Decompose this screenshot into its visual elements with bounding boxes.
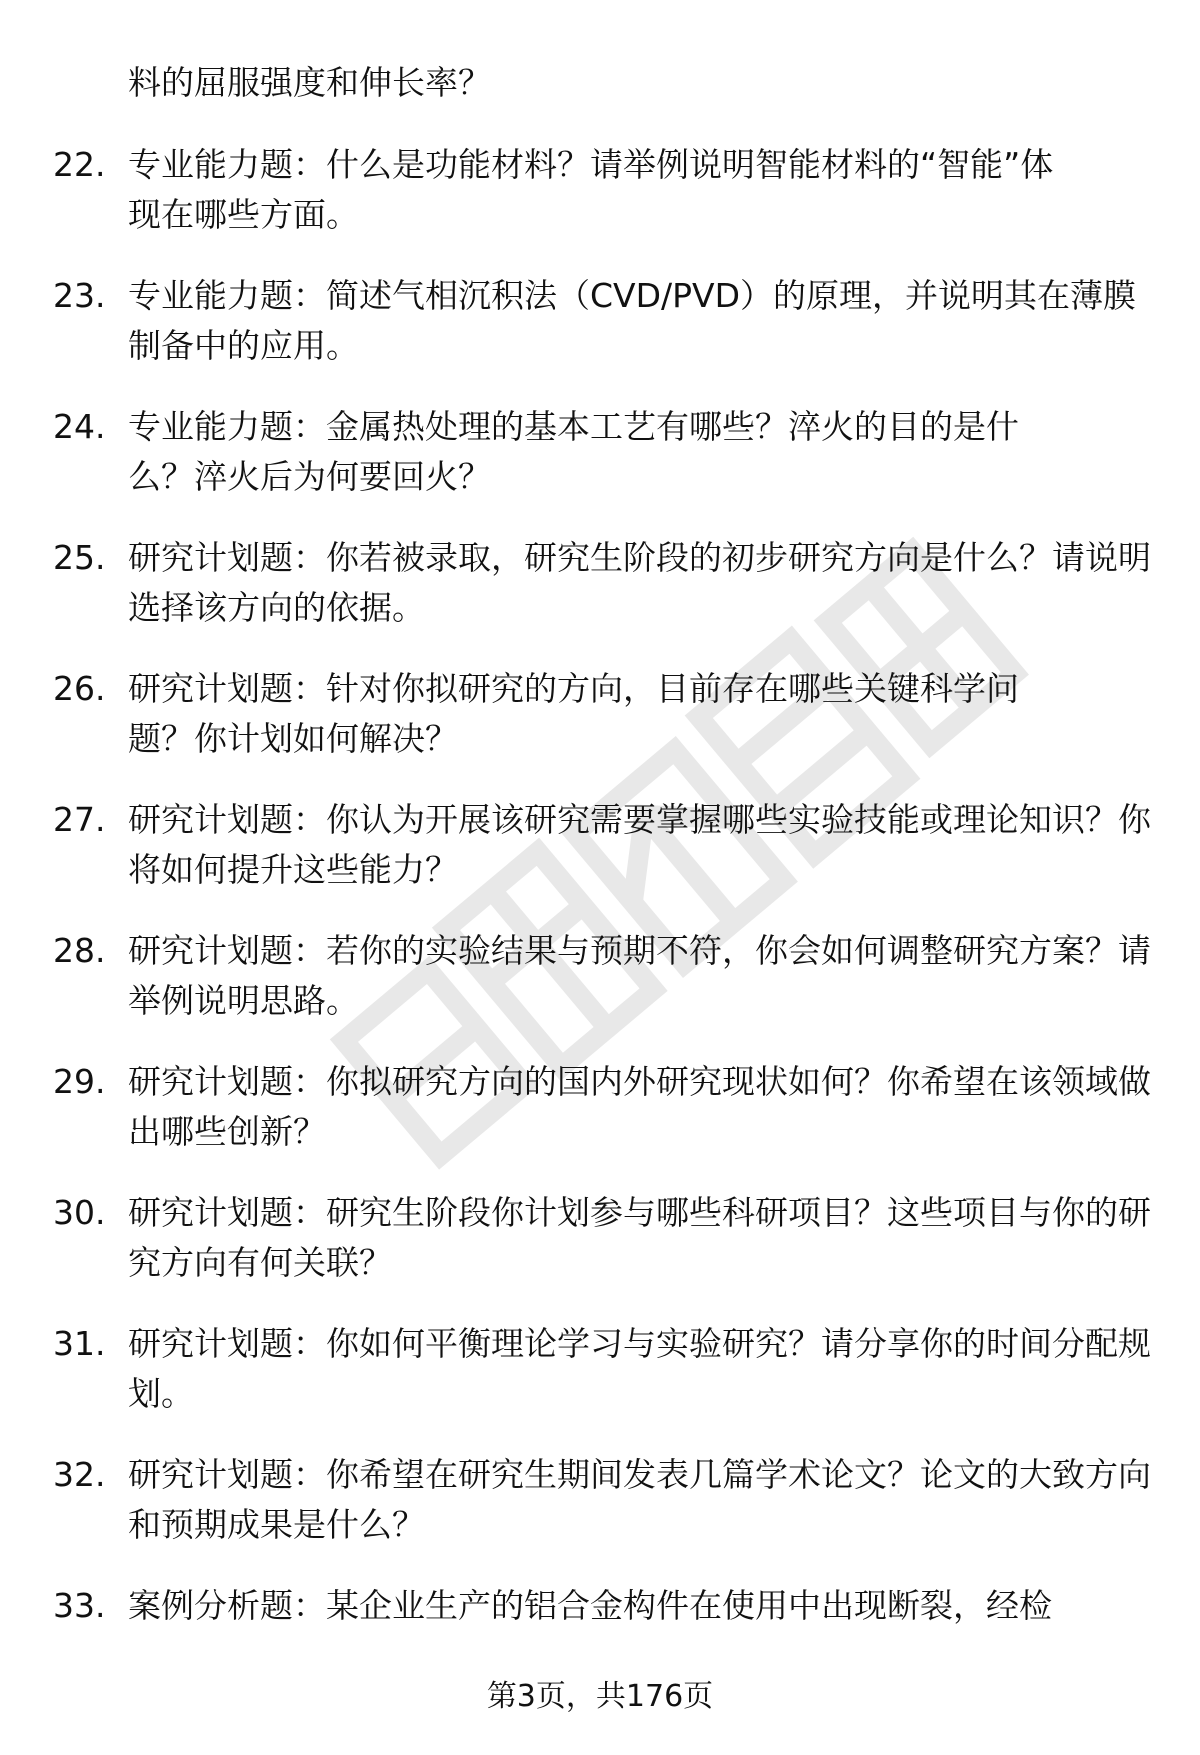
- list-item: [0, 533, 1200, 664]
- list-item: [0, 795, 1200, 926]
- question-number: 31.: [53, 1324, 106, 1363]
- question-text: 研究计划题：你拟研究方向的国内外研究现状如何？你希望在该领域做出哪些创新？: [128, 1062, 1151, 1151]
- page-number-footer: 第3页，共176页: [486, 1679, 714, 1714]
- continued-question-text: 料的屈服强度和伸长率？: [128, 63, 491, 102]
- question-list: [0, 140, 1200, 1712]
- question-number: 32.: [53, 1455, 106, 1494]
- question-text: 研究计划题：若你的实验结果与预期不符，你会如何调整研究方案？请举例说明思路。: [128, 931, 1151, 1020]
- question-number: 24.: [53, 407, 106, 446]
- question-number: 26.: [53, 669, 106, 708]
- list-item: [0, 1450, 1200, 1581]
- question-text: 研究计划题：你如何平衡理论学习与实验研究？请分享你的时间分配规划。: [128, 1324, 1151, 1413]
- question-number: 22.: [53, 145, 106, 184]
- question-text: 专业能力题：简述气相沉积法（CVD/PVD）的原理，并说明其在薄膜制备中的应用。: [128, 276, 1137, 365]
- list-item: [0, 1057, 1200, 1188]
- list-item: [0, 1319, 1200, 1450]
- question-text: 研究计划题：你希望在研究生期间发表几篇学术论文？论文的大致方向和预期成果是什么？: [128, 1455, 1151, 1544]
- list-item: [0, 1188, 1200, 1319]
- list-item: [0, 402, 1200, 533]
- question-number: 25.: [53, 538, 106, 577]
- list-item: [0, 664, 1200, 795]
- question-number: 27.: [53, 800, 106, 839]
- question-number: 29.: [53, 1062, 106, 1101]
- list-item: [0, 271, 1200, 402]
- question-number: 28.: [53, 931, 106, 970]
- question-text: 专业能力题：金属热处理的基本工艺有哪些？淬火的目的是什么？淬火后为何要回火？: [128, 407, 1019, 496]
- question-number: 23.: [53, 276, 106, 315]
- question-text: 专业能力题：什么是功能材料？请举例说明智能材料的“智能”体现在哪些方面。: [128, 145, 1054, 234]
- question-text: 研究计划题：研究生阶段你计划参与哪些科研项目？这些项目与你的研究方向有何关联？: [128, 1193, 1151, 1282]
- question-number: 33.: [53, 1586, 106, 1625]
- question-text: 研究计划题：你认为开展该研究需要掌握哪些实验技能或理论知识？你将如何提升这些能力？: [128, 800, 1151, 889]
- question-text: 研究计划题：你若被录取，研究生阶段的初步研究方向是什么？请说明选择该方向的依据。: [128, 538, 1151, 627]
- list-item: [0, 926, 1200, 1057]
- question-text: 研究计划题：针对你拟研究的方向，目前存在哪些关键科学问题？你计划如何解决？: [128, 669, 1019, 758]
- question-text: 案例分析题：某企业生产的铝合金构件在使用中出现断裂，经检: [128, 1586, 1052, 1625]
- list-item: [0, 140, 1200, 271]
- question-number: 30.: [53, 1193, 106, 1232]
